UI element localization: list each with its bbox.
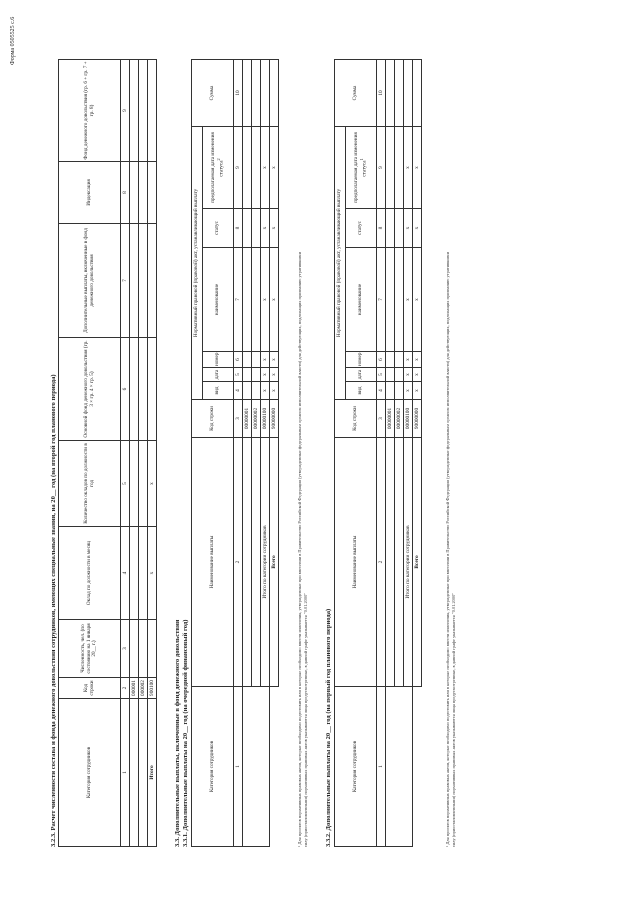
header-base-fund: Основной фонд денежного довольствия (гр. 3 × гр. 4 × гр. 5) (59, 338, 121, 441)
cell-value[interactable] (395, 209, 404, 248)
col-num: 1 (121, 699, 130, 847)
header-fund-total: Фонд денежного довольствия (гр. 6 + гр. 7 + гр. 8) (59, 60, 121, 162)
cell-value[interactable] (252, 248, 261, 352)
cell-value[interactable] (252, 60, 261, 127)
x-mark: x (404, 248, 413, 352)
x-mark: x (261, 368, 270, 382)
header-code: Код строки (335, 400, 377, 438)
cell-code: 00000001 (386, 400, 395, 438)
cell-category[interactable] (139, 699, 148, 847)
header-status-date: предполагаемая дата изменения статуса$^2$ (203, 127, 234, 209)
cell-value[interactable] (252, 209, 261, 248)
category-total-code: 00000100 (261, 400, 270, 438)
cell-value[interactable] (252, 368, 261, 382)
cell-payment-name[interactable] (243, 438, 252, 687)
cell-payment-name[interactable] (252, 438, 261, 687)
table-row (130, 60, 139, 847)
cell-value[interactable] (130, 162, 139, 224)
x-mark: x (261, 127, 270, 209)
grand-total-row (270, 60, 279, 847)
header-additional: Дополнительные выплаты, включенные в фонд денежного довольствия (59, 224, 121, 338)
cell-value[interactable] (395, 248, 404, 352)
grand-total-label: Всего (270, 438, 279, 687)
x-mark: x (404, 352, 413, 368)
col-num: 10 (234, 60, 243, 127)
x-mark: x (148, 527, 157, 620)
cell-value[interactable] (386, 352, 395, 368)
section-323-title: 3.2.3. Расчет численности состава и фонда денежного довольствия сотрудников, имеющих специальные звания, на 20__ год (на второй год планового периода) (50, 374, 57, 847)
x-mark: x (413, 127, 422, 209)
table-row (139, 60, 148, 847)
cell-value[interactable] (130, 338, 139, 441)
x-mark: x (413, 352, 422, 368)
cell-category[interactable] (386, 687, 413, 847)
section-331-title: 3.3.1. Дополнительные выплаты на 20__ год (на очередной финансовый год) (182, 619, 189, 847)
header-sum: Сумма (335, 60, 377, 127)
x-mark: x (404, 209, 413, 248)
grand-total-row (413, 60, 422, 847)
table-332 (334, 59, 422, 847)
col-num: 9 (234, 127, 243, 209)
cell-value[interactable] (386, 209, 395, 248)
x-mark: x (261, 382, 270, 400)
header-status: статус (346, 209, 377, 248)
cell-value[interactable] (386, 60, 395, 127)
cell-value[interactable] (139, 224, 148, 338)
header-payment-name: Наименование выплаты (192, 438, 234, 687)
cell-value[interactable] (395, 368, 404, 382)
grand-total-code: 90000000 (270, 400, 279, 438)
x-mark: x (270, 127, 279, 209)
col-num: 8 (121, 162, 130, 224)
col-num: 6 (234, 352, 243, 368)
total-code: 900100 (148, 678, 157, 699)
cell-value[interactable] (252, 382, 261, 400)
col-num: 10 (377, 60, 386, 127)
header-indexation: Индексация (59, 162, 121, 224)
col-num: 3 (234, 400, 243, 438)
table-331 (191, 59, 279, 847)
col-num: 8 (234, 209, 243, 248)
header-status: статус (203, 209, 234, 248)
x-mark: x (413, 209, 422, 248)
cell-value[interactable] (130, 60, 139, 162)
category-total-code: 00000100 (404, 400, 413, 438)
x-mark: x (270, 382, 279, 400)
header-salary: Оклад по должности в месяц (59, 527, 121, 620)
header-category: Категория сотрудников (335, 687, 377, 847)
col-num: 1 (234, 687, 243, 847)
cell-code: 00000001 (243, 400, 252, 438)
section-332-title: 3.3.2. Дополнительные выплаты на 20__ год (на первый год планового периода) (325, 608, 332, 847)
cell-value[interactable] (395, 382, 404, 400)
col-num: 2 (121, 678, 130, 699)
cell-code: 00000002 (252, 400, 261, 438)
cell-value[interactable] (139, 441, 148, 527)
header-date: дата (203, 368, 234, 382)
header-number: номер (203, 352, 234, 368)
header-type: вид (203, 382, 234, 400)
total-label: Итого (148, 699, 157, 847)
cell-value[interactable] (139, 620, 148, 678)
cell-value[interactable] (413, 60, 422, 127)
header-headcount: Численность, чел. (по состоянию на 1 января 20__ г.) (59, 620, 121, 678)
col-num: 9 (377, 127, 386, 209)
table-row (243, 60, 252, 847)
header-type: вид (346, 382, 377, 400)
header-sum: Сумма (192, 60, 234, 127)
col-num: 6 (377, 352, 386, 368)
cell-value[interactable] (395, 352, 404, 368)
header-payment-name: Наименование выплаты (335, 438, 377, 687)
cell-value[interactable] (386, 248, 395, 352)
cell-value[interactable] (243, 127, 252, 209)
col-num: 2 (234, 438, 243, 687)
cell-value[interactable] (139, 527, 148, 620)
x-mark: x (270, 209, 279, 248)
cell-value[interactable] (252, 127, 261, 209)
cell-value[interactable] (148, 60, 157, 162)
cell-value[interactable] (386, 368, 395, 382)
x-mark: x (261, 209, 270, 248)
header-category: Категория сотрудников (59, 699, 121, 847)
x-mark: x (413, 382, 422, 400)
footnote-332: ¹ Для проектов нормативных правовых актов, которые необходимо подготовить или в которые необходимо внести изменения, утвержденные при внесении в Правительство Российской Федерации (утвержденные федеральным органом исполнительной власти) для действующих, подлежащих признанию утратившими силу (приостановленными) нормативных правовых актов указываются лица предусмотренные, в данной графе указывается "0.01.2000" (445, 252, 456, 847)
col-num: 7 (377, 248, 386, 352)
header-title: наименование (346, 248, 377, 352)
cell-value[interactable] (243, 352, 252, 368)
col-num: 7 (121, 224, 130, 338)
cell-category[interactable] (130, 699, 139, 847)
x-mark: x (270, 368, 279, 382)
x-mark: x (413, 248, 422, 352)
col-num: 1 (377, 687, 386, 847)
col-num: 4 (234, 382, 243, 400)
col-num: 3 (377, 400, 386, 438)
footnote-331: ¹ Для проектов нормативных правовых актов, которые необходимо подготовить или в которые необходимо внести изменения, утвержденные при внесении в Правительство Российской Федерации (утвержденные федеральным органом исполнительной власти) для действующих, подлежащих признанию утратившими силу (приостановленными) нормативных правовых актов указываются лица предусмотренные, в данной графе указывается "0.01.2000" (297, 252, 308, 847)
cell-value[interactable] (148, 162, 157, 224)
x-mark: x (404, 127, 413, 209)
x-mark: x (261, 352, 270, 368)
cell-value[interactable] (243, 209, 252, 248)
cell-value[interactable] (386, 382, 395, 400)
header-code: Код строки (192, 400, 234, 438)
col-num: 9 (121, 60, 130, 162)
cell-value[interactable] (252, 352, 261, 368)
cell-payment-name[interactable] (386, 438, 395, 687)
cell-value[interactable] (139, 60, 148, 162)
cell-value[interactable] (130, 527, 139, 620)
total-row (148, 60, 157, 847)
category-total-label: Итого по категории сотрудников (261, 438, 270, 687)
cell-category[interactable] (243, 687, 270, 847)
cell-value[interactable] (243, 382, 252, 400)
x-mark: x (261, 248, 270, 352)
x-mark: x (413, 368, 422, 382)
header-date: дата (346, 368, 377, 382)
cell-value[interactable] (148, 620, 157, 678)
cell-value[interactable] (270, 60, 279, 127)
header-number: номер (346, 352, 377, 368)
header-status-date: предполагаемая дата изменения статуса$^1$ (346, 127, 377, 209)
cell-code: 000002 (139, 678, 148, 699)
footnote-mark: 2 (215, 158, 221, 161)
col-num: 6 (121, 338, 130, 441)
section-33-title: 3.3. Дополнительные выплаты, включенные в фонд денежного довольствия (174, 619, 181, 847)
col-num: 5 (234, 368, 243, 382)
header-title: наименование (203, 248, 234, 352)
col-num: 2 (377, 438, 386, 687)
table-323 (58, 59, 157, 847)
cell-value[interactable] (148, 338, 157, 441)
header-salaries-count: Количество окладов по должности в год (59, 441, 121, 527)
cell-value[interactable] (130, 441, 139, 527)
col-num: 5 (377, 368, 386, 382)
cell-value[interactable] (243, 368, 252, 382)
category-total-label: Итого по категории сотрудников (404, 438, 413, 687)
form-label: Форма 0505525 с.6 (10, 16, 16, 65)
col-num: 5 (121, 441, 130, 527)
cell-value[interactable] (139, 162, 148, 224)
cell-value[interactable] (148, 224, 157, 338)
cell-value[interactable] (130, 224, 139, 338)
header-npa: Нормативный правовой (правовой) акт, устанавливающий выплату (192, 127, 203, 400)
grand-total-label: Всего (413, 438, 422, 687)
cell-value[interactable] (404, 60, 413, 127)
x-mark: x (270, 248, 279, 352)
header-npa: Нормативный правовой (правовой) акт, устанавливающий выплату (335, 127, 346, 400)
cell-value[interactable] (243, 60, 252, 127)
col-num: 7 (234, 248, 243, 352)
header-code: Код строки (59, 678, 121, 699)
cell-value[interactable] (395, 60, 404, 127)
cell-code: 00000002 (395, 400, 404, 438)
cell-value[interactable] (130, 620, 139, 678)
x-mark: x (270, 352, 279, 368)
cell-value[interactable] (139, 338, 148, 441)
col-num: 3 (121, 620, 130, 678)
footnote-mark: 1 (358, 158, 364, 161)
col-num: 8 (377, 209, 386, 248)
cell-value[interactable] (261, 60, 270, 127)
grand-total-code: 90000000 (413, 400, 422, 438)
cell-value[interactable] (386, 127, 395, 209)
col-num: 4 (121, 527, 130, 620)
cell-value[interactable] (243, 248, 252, 352)
table-row (386, 60, 395, 847)
header-category: Категория сотрудников (192, 687, 234, 847)
cell-code: 000001 (130, 678, 139, 699)
col-num: 4 (377, 382, 386, 400)
cell-payment-name[interactable] (395, 438, 404, 687)
x-mark: x (404, 368, 413, 382)
x-mark: x (404, 382, 413, 400)
x-mark: x (148, 441, 157, 527)
cell-value[interactable] (395, 127, 404, 209)
